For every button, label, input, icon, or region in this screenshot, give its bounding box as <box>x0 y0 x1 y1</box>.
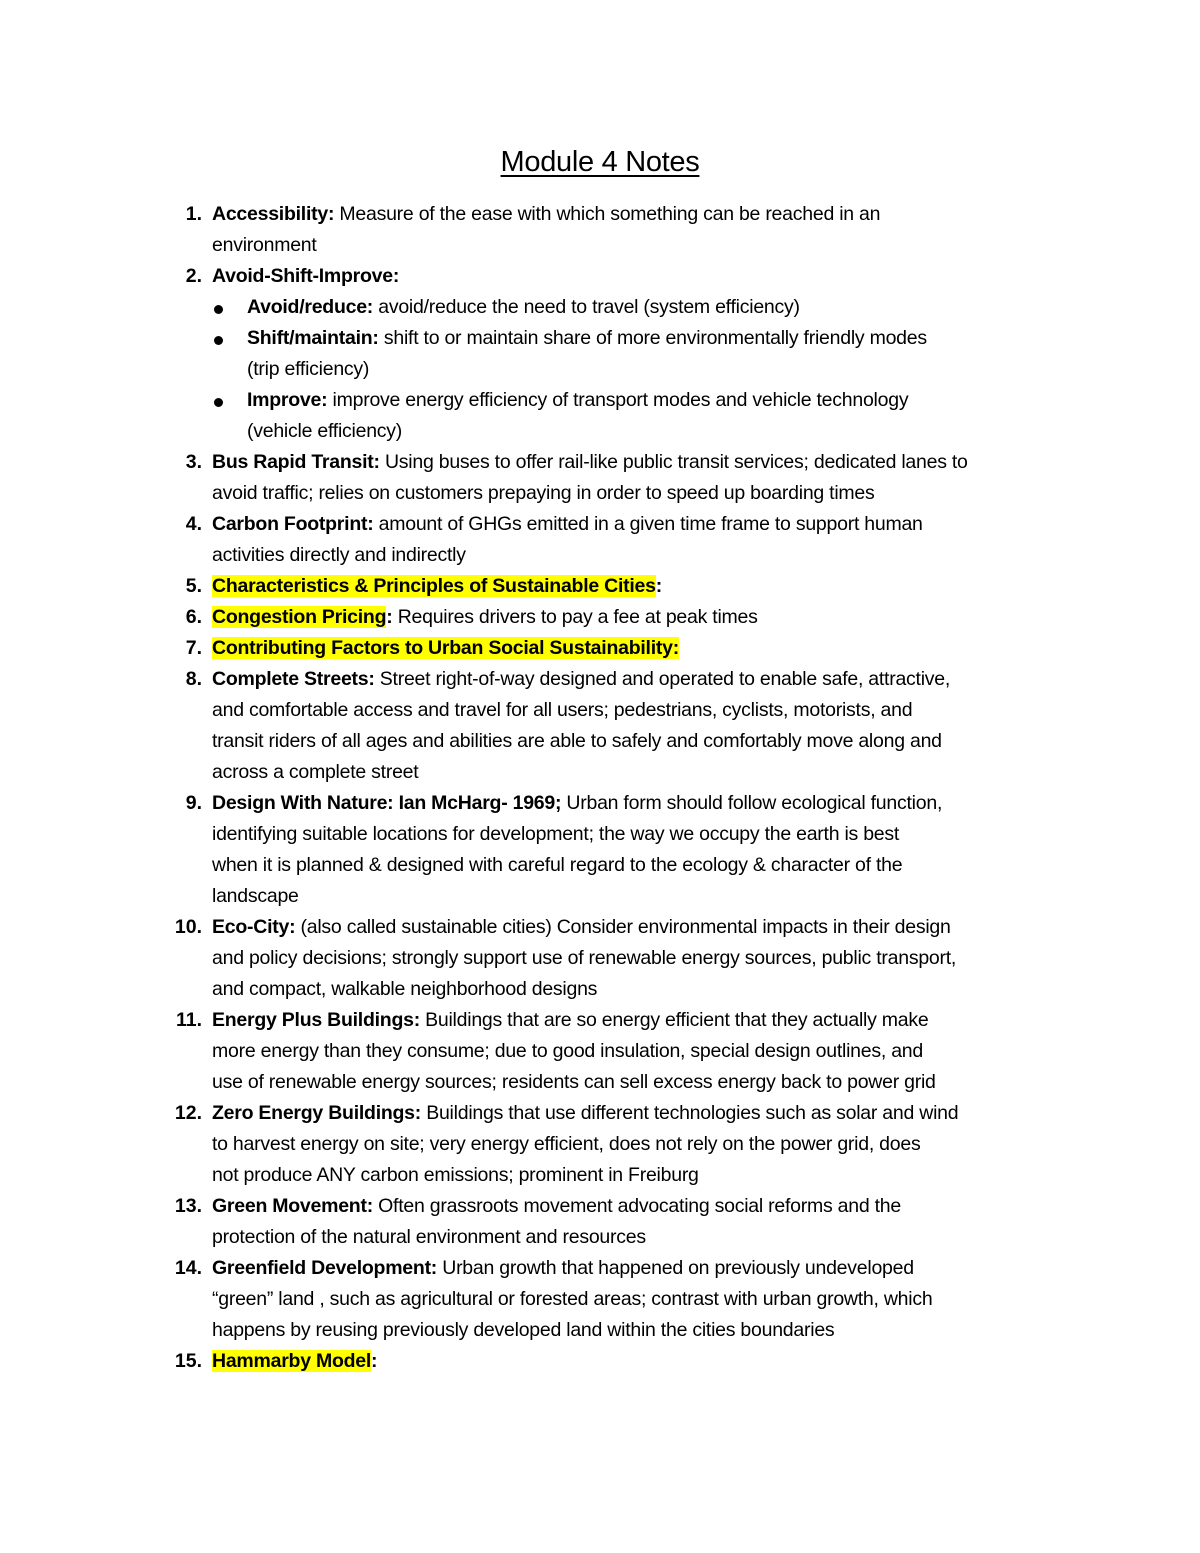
item-number: 14. <box>174 1257 202 1279</box>
item-continuation-line: transit riders of all ages and abilities are able to safely and comfortably move along and <box>212 730 942 752</box>
bullet-dot-icon <box>214 336 223 345</box>
list-item <box>0 1346 1062 1377</box>
item-number: 12. <box>174 1102 202 1124</box>
item-term: Congestion Pricing <box>212 606 387 628</box>
item-first-line <box>212 261 1062 292</box>
item-first-line <box>212 633 1062 664</box>
item-definition: Street right-of-way designed and operated to enable safe, attractive, <box>379 668 951 690</box>
bullet-definition: shift to or maintain share of more environmentally friendly modes <box>383 327 927 349</box>
item-term: Avoid-Shift-Improve: <box>212 265 400 287</box>
item-continuation-line: when it is planned & designed with careful regard to the ecology & character of the <box>212 854 903 876</box>
item-continuation-line: activities directly and indirectly <box>212 544 466 566</box>
item-continuation-line: more energy than they consume; due to good insulation, special design outlines, and <box>212 1040 923 1062</box>
item-term: Accessibility: <box>212 203 335 225</box>
item-term: Green Movement: <box>212 1195 373 1217</box>
page-title: Module 4 Notes <box>500 146 700 178</box>
item-continuation-line: landscape <box>212 885 299 907</box>
item-term: Energy Plus Buildings: <box>212 1009 420 1031</box>
bullet-item <box>212 292 1062 323</box>
list-item <box>0 1005 1062 1098</box>
list-item <box>0 199 1062 261</box>
item-term-colon: : <box>655 575 662 597</box>
bullet-definition: improve energy efficiency of transport modes and vehicle technology <box>332 389 909 411</box>
item-term: Carbon Footprint: <box>212 513 374 535</box>
item-term: Hammarby Model <box>212 1350 372 1372</box>
item-number: 3. <box>185 451 202 473</box>
item-continuation-line: avoid traffic; relies on customers prepaying in order to speed up boarding times <box>212 482 875 504</box>
item-definition: (also called sustainable cities) Consider environmental impacts in their design <box>300 916 951 938</box>
item-term: Eco-City: <box>212 916 296 938</box>
item-first-line <box>212 602 1062 633</box>
item-first-line <box>212 447 1062 478</box>
item-continuation-line: across a complete street <box>212 761 419 783</box>
item-term: Characteristics & Principles of Sustainable Cities <box>212 575 656 597</box>
item-first-line <box>212 1346 1062 1377</box>
bullet-term: Shift/maintain: <box>247 327 379 349</box>
bullet-definition: avoid/reduce the need to travel (system efficiency) <box>378 296 800 318</box>
item-number: 1. <box>185 203 202 225</box>
item-continuation-line: not produce ANY carbon emissions; prominent in Freiburg <box>212 1164 699 1186</box>
notes-list <box>0 199 1200 1377</box>
item-number: 15. <box>174 1350 202 1372</box>
item-term: Contributing Factors to Urban Social Sustainability: <box>212 637 679 659</box>
item-first-line <box>212 1253 1062 1284</box>
item-first-line <box>212 199 1062 230</box>
item-number: 6. <box>185 606 202 628</box>
list-item <box>0 602 1062 633</box>
bullet-continuation-line: (trip efficiency) <box>247 358 370 380</box>
item-continuation-line: “green” land , such as agricultural or forested areas; contrast with urban growth, which <box>212 1288 933 1310</box>
list-item <box>0 1253 1062 1346</box>
item-term: Bus Rapid Transit: <box>212 451 380 473</box>
item-term: Design With Nature: Ian McHarg- 1969; <box>212 792 562 814</box>
bullet-first-line <box>247 292 1062 323</box>
item-definition: amount of GHGs emitted in a given time frame to support human <box>378 513 923 535</box>
item-continuation-line: identifying suitable locations for development; the way we occupy the earth is best <box>212 823 900 845</box>
item-first-line <box>212 571 1062 602</box>
bullet-continuation-line: (vehicle efficiency) <box>247 420 403 442</box>
item-first-line <box>212 788 1062 819</box>
list-item <box>0 664 1062 788</box>
item-definition: Buildings that are so energy efficient that they actually make <box>425 1009 929 1031</box>
list-item <box>0 509 1062 571</box>
item-definition: Urban form should follow ecological function, <box>566 792 943 814</box>
item-term: Zero Energy Buildings: <box>212 1102 422 1124</box>
bullet-dot-icon <box>214 398 223 407</box>
item-number: 9. <box>185 792 202 814</box>
bullet-list <box>212 292 1062 447</box>
item-first-line <box>212 912 1062 943</box>
list-item <box>0 261 1062 447</box>
item-number: 13. <box>174 1195 202 1217</box>
item-number: 7. <box>185 637 202 659</box>
item-continuation-line: protection of the natural environment and resources <box>212 1226 646 1248</box>
item-first-line <box>212 1098 1062 1129</box>
item-first-line <box>212 509 1062 540</box>
item-definition: Using buses to offer rail-like public transit services; dedicated lanes to <box>384 451 968 473</box>
bullet-term: Avoid/reduce: <box>247 296 374 318</box>
item-first-line <box>212 1005 1062 1036</box>
item-continuation-line: happens by reusing previously developed land within the cities boundaries <box>212 1319 835 1341</box>
item-continuation-line: and comfortable access and travel for all users; pedestrians, cyclists, motorists, and <box>212 699 913 721</box>
item-number: 8. <box>185 668 202 690</box>
item-number: 10. <box>174 916 202 938</box>
bullet-dot-icon <box>214 305 223 314</box>
item-definition: Requires drivers to pay a fee at peak times <box>397 606 758 628</box>
bullet-item <box>212 385 1062 447</box>
item-definition: Urban growth that happened on previously undeveloped <box>442 1257 914 1279</box>
item-number: 5. <box>185 575 202 597</box>
item-term: Complete Streets: <box>212 668 375 690</box>
item-number: 2. <box>185 265 202 287</box>
item-number: 11. <box>175 1009 202 1031</box>
bullet-item <box>212 323 1062 385</box>
item-continuation-line: environment <box>212 234 317 256</box>
list-item <box>0 447 1062 509</box>
list-item <box>0 912 1062 1005</box>
item-continuation-line: to harvest energy on site; very energy efficient, does not rely on the power grid, does <box>212 1133 921 1155</box>
item-first-line <box>212 664 1062 695</box>
item-continuation-line: and policy decisions; strongly support use of renewable energy sources, public transport, <box>212 947 957 969</box>
bullet-term: Improve: <box>247 389 328 411</box>
item-term-colon: : <box>371 1350 378 1372</box>
item-term-colon: : <box>386 606 393 628</box>
list-item <box>0 1191 1062 1253</box>
item-continuation-line: and compact, walkable neighborhood designs <box>212 978 598 1000</box>
item-number: 4. <box>185 513 202 535</box>
list-item <box>0 571 1062 602</box>
item-definition: Measure of the ease with which something can be reached in an <box>339 203 881 225</box>
list-item <box>0 1098 1062 1191</box>
list-item <box>0 633 1062 664</box>
item-continuation-line: use of renewable energy sources; residents can sell excess energy back to power grid <box>212 1071 936 1093</box>
item-definition: Buildings that use different technologies such as solar and wind <box>426 1102 959 1124</box>
bullet-first-line <box>247 323 1062 354</box>
item-first-line <box>212 1191 1062 1222</box>
list-item <box>0 788 1062 912</box>
item-definition: Often grassroots movement advocating social reforms and the <box>378 1195 901 1217</box>
item-term: Greenfield Development: <box>212 1257 438 1279</box>
bullet-first-line <box>247 385 1062 416</box>
